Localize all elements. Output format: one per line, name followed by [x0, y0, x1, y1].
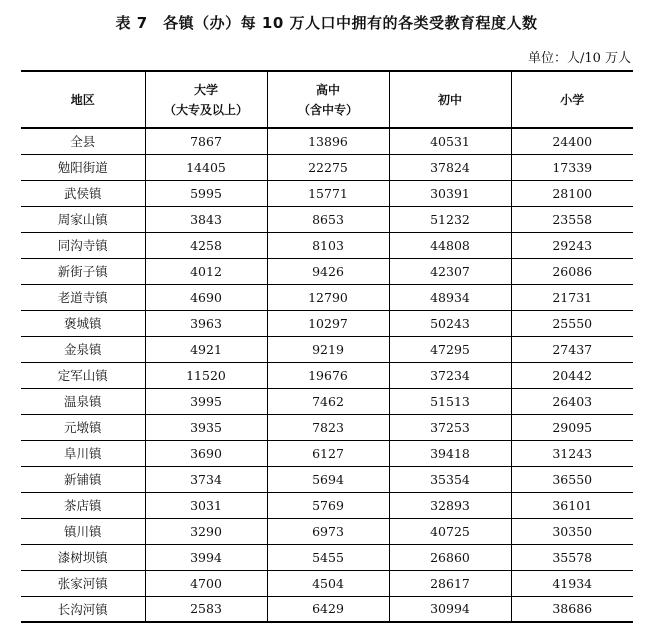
cell-high-school: 9219 [267, 336, 389, 362]
cell-region: 元墩镇 [21, 414, 145, 440]
cell-junior-high: 30391 [389, 180, 511, 206]
table-row [21, 544, 633, 570]
cell-high-school: 19676 [267, 362, 389, 388]
table-row [21, 362, 633, 388]
cell-college: 7867 [145, 128, 267, 154]
cell-junior-high: 48934 [389, 284, 511, 310]
cell-high-school: 9426 [267, 258, 389, 284]
cell-junior-high: 35354 [389, 466, 511, 492]
cell-primary: 24400 [511, 128, 633, 154]
cell-primary: 25550 [511, 310, 633, 336]
cell-primary: 23558 [511, 206, 633, 232]
cell-high-school: 5694 [267, 466, 389, 492]
header-high-school-sublabel: （含中专） [297, 102, 358, 117]
cell-primary: 26403 [511, 388, 633, 414]
cell-primary: 17339 [511, 154, 633, 180]
cell-high-school: 10297 [267, 310, 389, 336]
cell-college: 3690 [145, 440, 267, 466]
cell-junior-high: 37234 [389, 362, 511, 388]
cell-college: 4700 [145, 570, 267, 596]
cell-primary: 26086 [511, 258, 633, 284]
table-row [21, 284, 633, 310]
cell-college: 11520 [145, 362, 267, 388]
cell-region: 全县 [70, 134, 96, 150]
header-college-label: 大学 [193, 82, 218, 97]
header-high-school [267, 71, 389, 128]
header-high-school-label: 高中 [315, 82, 340, 97]
cell-primary: 31243 [511, 440, 633, 466]
cell-region: 张家河镇 [21, 570, 145, 596]
table-row [21, 414, 633, 440]
table-row [21, 128, 633, 154]
header-region-label: 地区 [70, 92, 95, 107]
cell-region: 新铺镇 [21, 466, 145, 492]
header-region [21, 71, 145, 128]
cell-high-school: 5769 [267, 492, 389, 518]
cell-junior-high: 39418 [389, 440, 511, 466]
header-primary-label: 小学 [560, 92, 585, 107]
cell-region: 褒城镇 [21, 310, 145, 336]
cell-college: 4012 [145, 258, 267, 284]
cell-region: 茶店镇 [21, 492, 145, 518]
cell-region: 金泉镇 [21, 336, 145, 362]
cell-college: 3031 [145, 492, 267, 518]
table-row [21, 336, 633, 362]
header-college-sublabel: （大专及以上） [163, 102, 248, 117]
cell-region: 老道寺镇 [21, 284, 145, 310]
cell-college: 4690 [145, 284, 267, 310]
cell-high-school: 6973 [267, 518, 389, 544]
cell-junior-high: 40725 [389, 518, 511, 544]
cell-junior-high: 50243 [389, 310, 511, 336]
table-row [21, 206, 633, 232]
cell-high-school: 4504 [267, 570, 389, 596]
cell-region: 勉阳街道 [21, 154, 145, 180]
cell-junior-high: 51232 [389, 206, 511, 232]
cell-primary: 28100 [511, 180, 633, 206]
cell-college: 3734 [145, 466, 267, 492]
cell-college: 3290 [145, 518, 267, 544]
cell-region: 新街子镇 [21, 258, 145, 284]
cell-high-school: 7823 [267, 414, 389, 440]
header-college [145, 71, 267, 128]
table-row [21, 180, 633, 206]
header-junior-high [389, 71, 511, 128]
cell-primary: 27437 [511, 336, 633, 362]
cell-region: 周家山镇 [21, 206, 145, 232]
header-primary [511, 71, 633, 128]
cell-primary: 20442 [511, 362, 633, 388]
cell-college: 4258 [145, 232, 267, 258]
cell-region: 阜川镇 [21, 440, 145, 466]
table-row [21, 466, 633, 492]
education-table [21, 70, 633, 623]
cell-region: 镇川镇 [21, 518, 145, 544]
cell-primary: 36550 [511, 466, 633, 492]
cell-high-school: 13896 [267, 128, 389, 154]
unit-note: 单位：人/10 万人 [527, 51, 631, 66]
table-row [21, 518, 633, 544]
cell-region: 同沟寺镇 [21, 232, 145, 258]
table-title: 表 7 各镇（办）每 10 万人口中拥有的各类受教育程度人数 [115, 14, 538, 32]
cell-region: 武侯镇 [21, 180, 145, 206]
cell-college: 5995 [145, 180, 267, 206]
cell-high-school: 8653 [267, 206, 389, 232]
table-row [21, 258, 633, 284]
cell-high-school: 22275 [267, 154, 389, 180]
table-body [21, 128, 633, 622]
cell-junior-high: 37253 [389, 414, 511, 440]
cell-region: 定军山镇 [21, 362, 145, 388]
table-row [21, 440, 633, 466]
header-junior-high-label: 初中 [437, 92, 462, 107]
table-row [21, 310, 633, 336]
cell-primary: 38686 [511, 596, 633, 622]
cell-college: 2583 [145, 596, 267, 622]
cell-college: 14405 [145, 154, 267, 180]
cell-high-school: 12790 [267, 284, 389, 310]
cell-junior-high: 30994 [389, 596, 511, 622]
cell-college: 3963 [145, 310, 267, 336]
table-row [21, 232, 633, 258]
table-row [21, 388, 633, 414]
cell-college: 3935 [145, 414, 267, 440]
cell-high-school: 7462 [267, 388, 389, 414]
cell-high-school: 15771 [267, 180, 389, 206]
header-row [21, 71, 633, 128]
cell-high-school: 8103 [267, 232, 389, 258]
cell-primary: 30350 [511, 518, 633, 544]
cell-junior-high: 44808 [389, 232, 511, 258]
cell-college: 3995 [145, 388, 267, 414]
table-row [21, 570, 633, 596]
cell-junior-high: 47295 [389, 336, 511, 362]
cell-junior-high: 26860 [389, 544, 511, 570]
cell-primary: 41934 [511, 570, 633, 596]
cell-region: 长沟河镇 [21, 596, 145, 622]
cell-primary: 35578 [511, 544, 633, 570]
cell-junior-high: 37824 [389, 154, 511, 180]
cell-junior-high: 51513 [389, 388, 511, 414]
cell-region: 漆树坝镇 [21, 544, 145, 570]
table-row [21, 154, 633, 180]
cell-primary: 29095 [511, 414, 633, 440]
table-row [21, 596, 633, 622]
cell-junior-high: 28617 [389, 570, 511, 596]
cell-region: 温泉镇 [21, 388, 145, 414]
cell-high-school: 6429 [267, 596, 389, 622]
cell-primary: 21731 [511, 284, 633, 310]
cell-primary: 36101 [511, 492, 633, 518]
cell-college: 3843 [145, 206, 267, 232]
cell-college: 3994 [145, 544, 267, 570]
cell-high-school: 5455 [267, 544, 389, 570]
cell-high-school: 6127 [267, 440, 389, 466]
cell-college: 4921 [145, 336, 267, 362]
cell-junior-high: 42307 [389, 258, 511, 284]
table-row [21, 492, 633, 518]
cell-junior-high: 40531 [389, 128, 511, 154]
cell-junior-high: 32893 [389, 492, 511, 518]
cell-primary: 29243 [511, 232, 633, 258]
